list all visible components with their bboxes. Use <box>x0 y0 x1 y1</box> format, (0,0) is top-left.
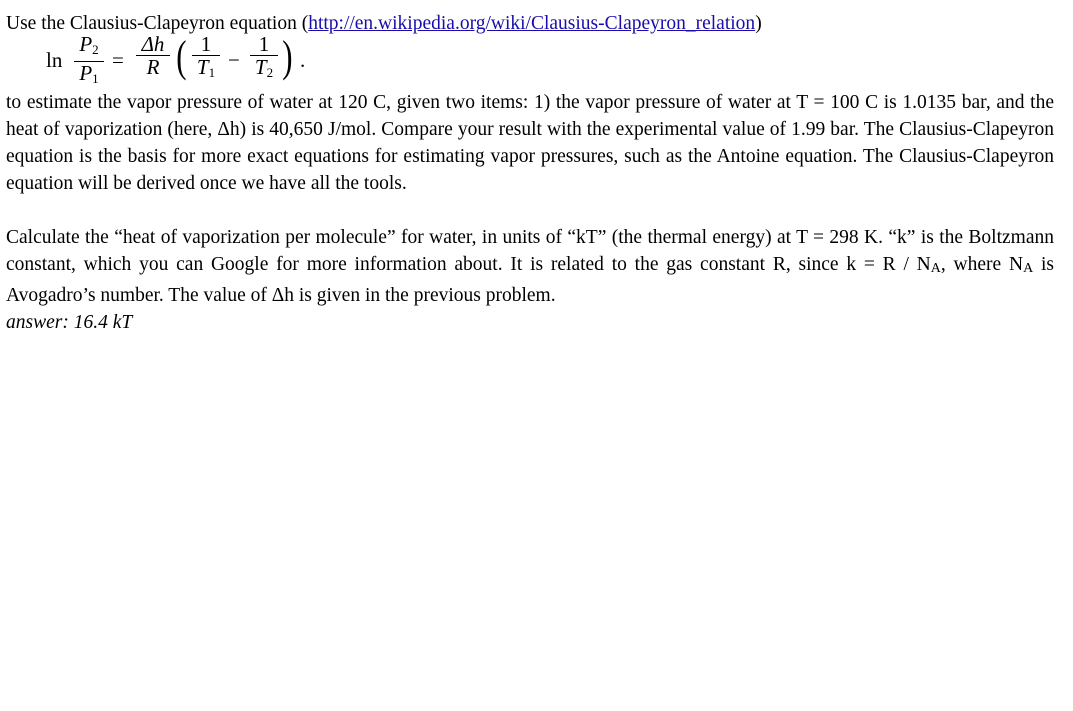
eq-inv-t1 <box>192 33 220 84</box>
eq-p1-sub: 1 <box>92 71 99 86</box>
intro-text: Use the Clausius-Clapeyron equation ( <box>6 13 309 34</box>
clausius-clapeyron-equation <box>46 33 1054 89</box>
eq-paren-open: ( <box>176 32 187 81</box>
problem2-part1: Calculate the “heat of vaporization per molecule” for water, in units of “kT” (the thermal energy) at T = 298 K. “k” is the Boltzmann constant, which you can Google for more information about. It is related to the gas constant R, since k = R / N <box>6 227 1054 275</box>
eq-p2-sub: 2 <box>92 42 99 57</box>
eq-period: . <box>300 48 306 72</box>
eq-r: R <box>146 55 160 79</box>
eq-inv-t2 <box>250 33 278 84</box>
problem2-part2: , where N <box>940 254 1024 275</box>
problem2-body <box>6 224 1054 309</box>
eq-equals: = <box>112 48 124 72</box>
eq-t2-num: 1 <box>258 32 270 56</box>
eq-dh-over-r <box>136 33 170 78</box>
eq-p1: P <box>79 61 93 85</box>
eq-t1-num: 1 <box>200 32 212 56</box>
eq-t2: T <box>254 55 267 79</box>
document-page <box>6 10 1054 336</box>
wikipedia-link[interactable]: http://en.wikipedia.org/wiki/Clausius-Clapeyron_relation <box>308 13 756 34</box>
eq-t1: T <box>196 55 209 79</box>
eq-ln: ln <box>46 48 63 72</box>
eq-paren-close: ) <box>282 32 293 81</box>
problem2-part3: is Avogadro’s number. The value of Δh is given in the previous problem. <box>6 254 1054 306</box>
avogadro-sub-1: A <box>930 261 941 276</box>
eq-t1-sub: 1 <box>208 65 216 80</box>
avogadro-sub-2: A <box>1023 261 1034 276</box>
eq-minus: − <box>228 48 240 72</box>
problem1-body: to estimate the vapor pressure of water at 120 C, given two items: 1) the vapor pressure of water at T = 100 C is 1.0135 bar, and the heat of vaporization (here, Δh) is 40,650 J/mol. Compare your result with the experimental value of 1.99 bar. The Clausius-Clapeyron equation is the basis for more exact equations for estimating vapor pressures, such as the Antoine equation. The Clausius-Clapeyron equation will be derived once we have all the tools. <box>6 92 1054 194</box>
intro-close-paren: ) <box>755 13 762 34</box>
eq-t2-sub: 2 <box>266 65 274 80</box>
eq-dh: Δh <box>141 32 165 56</box>
eq-p2: P <box>79 32 93 56</box>
answer-text: answer: 16.4 kT <box>6 312 133 333</box>
eq-pressure-ratio <box>74 33 104 90</box>
